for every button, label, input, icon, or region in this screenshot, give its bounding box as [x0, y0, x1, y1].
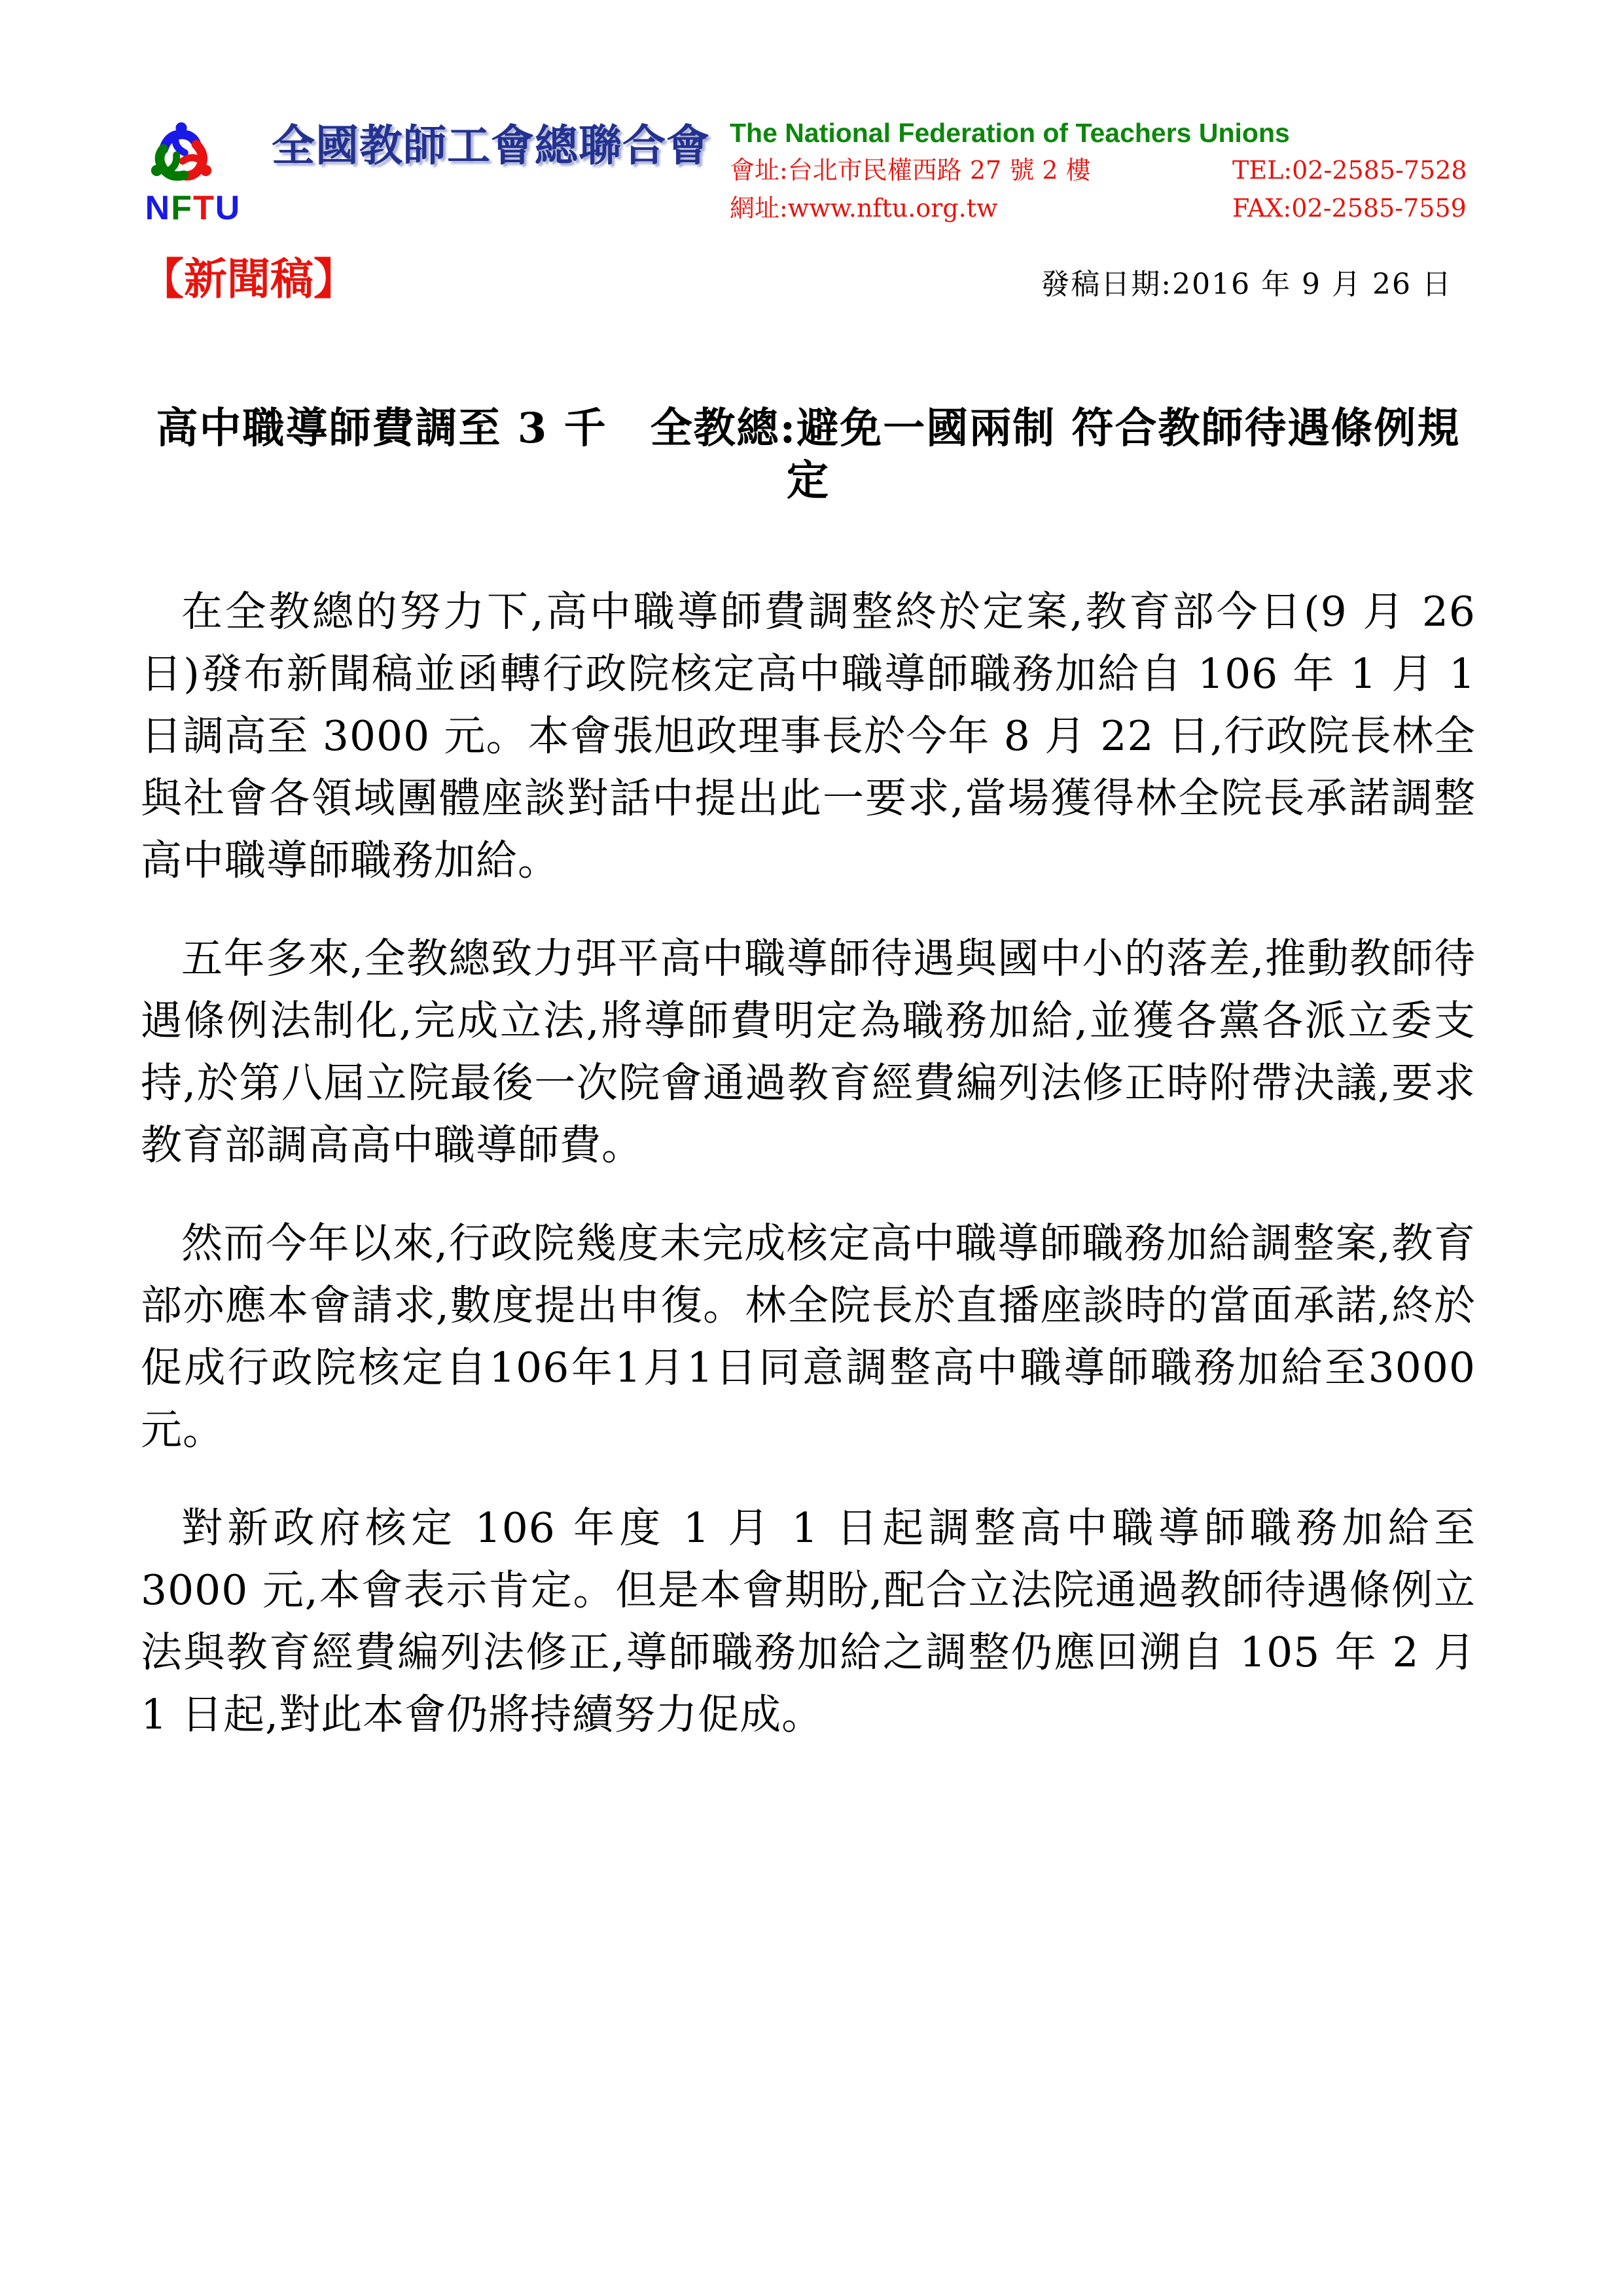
press-row [141, 255, 1476, 303]
nftu-logo [141, 117, 730, 225]
website-line: 網址:www.nftu.org.tw [730, 193, 998, 223]
org-name-zh: 全國教師工會總聯合會 [272, 120, 710, 171]
nftu-letter-f: F [171, 189, 193, 227]
org-name-en: The National Federation of Teachers Unions [730, 118, 1290, 148]
contact-row-1 [730, 156, 1476, 185]
body-paragraph-3: 然而今年以來,行政院幾度未完成核定高中職導師職務加給調整案,教育部亦應本會請求,數度提出申復。林全院長於直播座談時的當面承諾,終於促成行政院核定自106年1月1日同意調整高中職導師職務加給至3000元。 [141, 1219, 1476, 1454]
contact-block [730, 117, 1476, 223]
nftu-letter-u: U [215, 189, 241, 227]
article-body [141, 581, 1476, 1746]
publish-date: 發稿日期:2016 年 9 月 26 日 [1041, 268, 1452, 301]
nftu-letter-t: T [193, 189, 215, 227]
nftu-letter-n: N [145, 189, 171, 227]
body-paragraph-1: 在全教總的努力下,高中職導師費調整終於定案,教育部今日(9 月 26 日)發布新聞稿並函轉行政院核定高中職導師職務加給自 106 年 1 月 1 日調高至 3000 元。本會張旭政理事長於今年 8 月 22 日,行政院長林全與社會各領域團體座談對話中提出此一要求,當場獲得林全院長承諾調整高中職導師職務加給。 [141, 587, 1476, 884]
press-release-tag: 【新聞稿】 [141, 253, 357, 304]
body-paragraph-2: 五年多來,全教總致力弭平高中職導師待遇與國中小的落差,推動教師待遇條例法制化,完成立法,將導師費明定為職務加給,並獲各黨各派立委支持,於第八屆立院最後一次院會通過教育經費編列法修正時附帶決議,要求教育部調高高中職導師費。 [141, 934, 1476, 1169]
body-paragraph-4: 對新政府核定 106 年度 1 月 1 日起調整高中職導師職務加給至 3000 元,本會表示肯定。但是本會期盼,配合立法院通過教師待遇條例立法與教育經費編列法修正,導師職務加給之調整仍應回溯自 105 年 2 月 1 日起,對此本會仍將持續努力促成。 [141, 1503, 1476, 1738]
fax-line: FAX:02-2585-7559 [1232, 193, 1467, 223]
nftu-acronym [141, 191, 245, 225]
nftu-logo-icon [145, 117, 218, 194]
contact-row-2 [730, 194, 1476, 223]
tel-line: TEL:02-2585-7528 [1232, 156, 1467, 185]
article-title: 高中職導師費調至 3 千 全教總:避免一國兩制 符合教師待遇條例規定 [156, 403, 1461, 505]
letterhead [141, 117, 1476, 225]
address-line: 會址:台北市民權西路 27 號 2 樓 [730, 156, 1091, 185]
